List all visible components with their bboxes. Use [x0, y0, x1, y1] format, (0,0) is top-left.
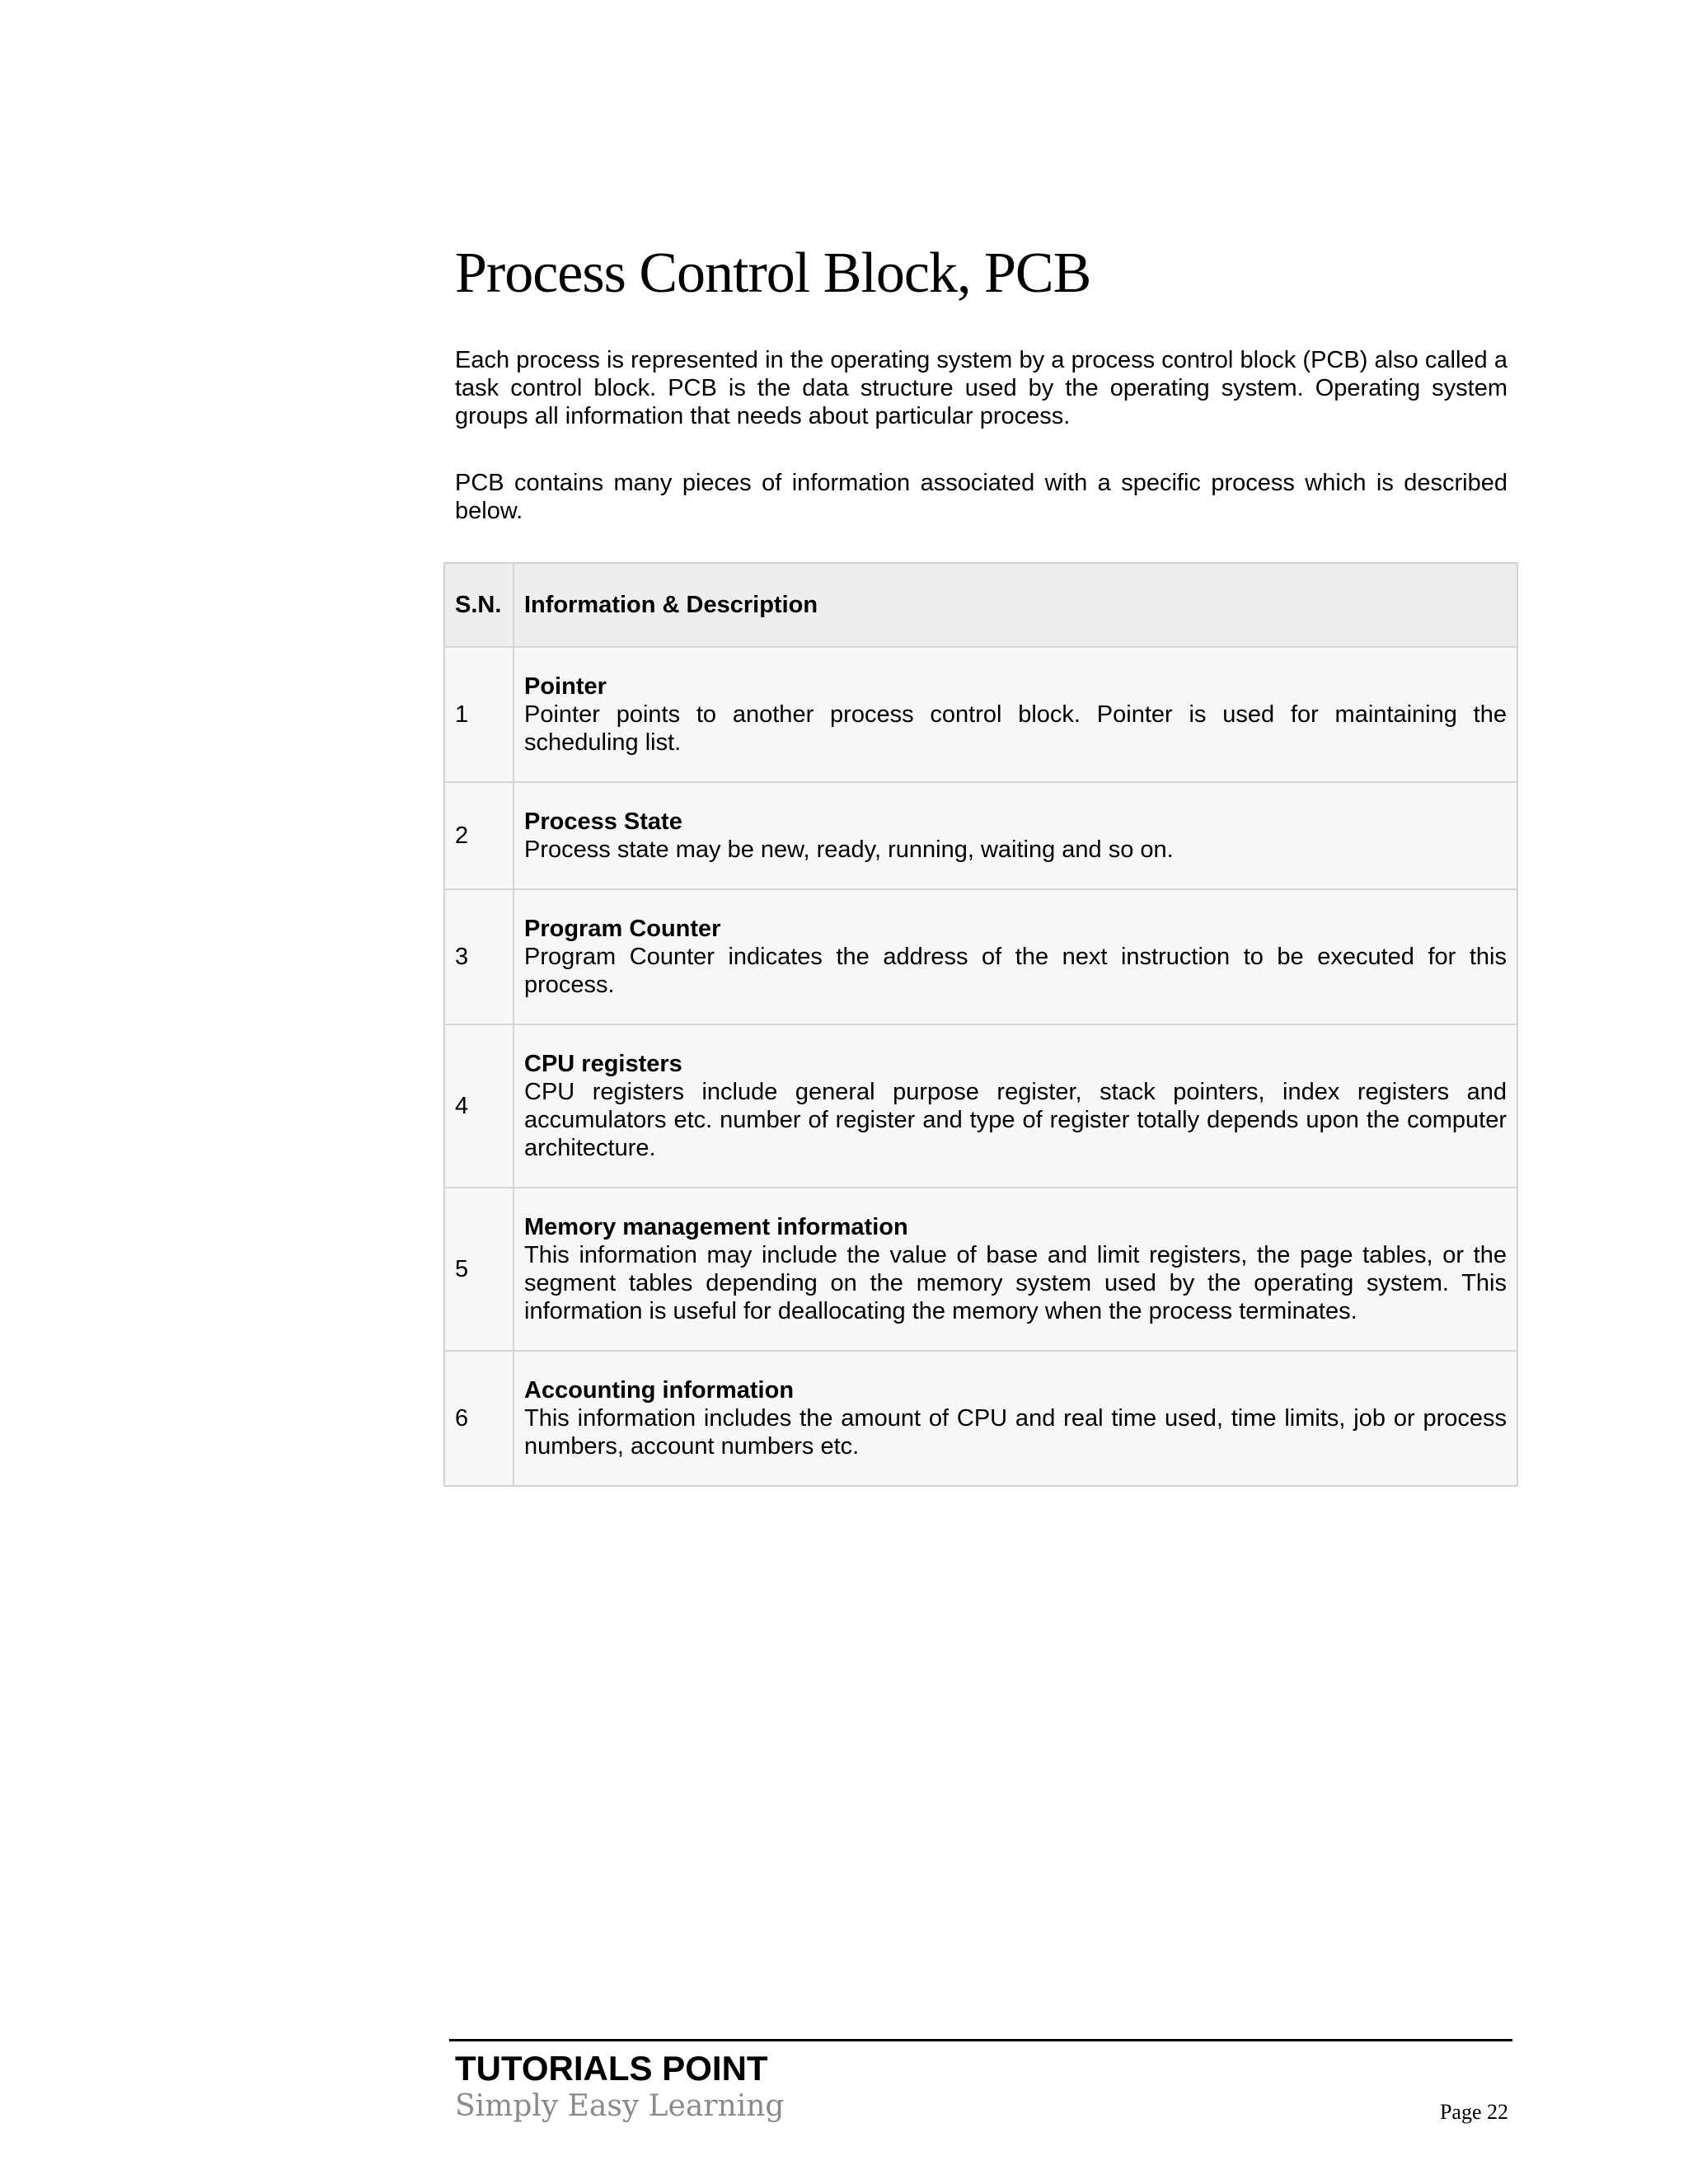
page-title: Process Control Block, PCB: [455, 241, 1091, 305]
row-title: Accounting information: [524, 1377, 795, 1404]
header-sn: S.N.: [444, 563, 513, 647]
header-information-description: Information & Description: [513, 563, 1517, 647]
row-sn: 6: [444, 1351, 513, 1486]
table-row: [444, 889, 1517, 1024]
intro-paragraph: Each process is represented in the operating system by a process control block (PCB) also called a task control block. PCB is the data structure used by the operating system. Operating system groups all information that needs about particular process.: [455, 347, 1507, 429]
row-info: [513, 647, 1517, 782]
row-title: Pointer: [524, 673, 607, 700]
row-info: [513, 1188, 1517, 1351]
row-sn: 3: [444, 889, 513, 1024]
footer-tagline: Simply Easy Learning: [455, 2089, 785, 2123]
footer-divider: [449, 2039, 1512, 2041]
row-description: Program Counter indicates the address of the next instruction to be executed for this process.: [524, 944, 1507, 998]
row-description: This information includes the amount of CPU and real time used, time limits, job or process numbers, account numbers etc.: [524, 1405, 1507, 1460]
row-sn: 2: [444, 782, 513, 889]
pcb-contents-paragraph: PCB contains many pieces of information associated with a specific process which is described below.: [455, 470, 1507, 524]
row-description: CPU registers include general purpose register, stack pointers, index registers and accumulators etc. number of register and type of register totally depends upon the computer architecture.: [524, 1079, 1507, 1161]
table-row: [444, 647, 1517, 782]
row-title: Memory management information: [524, 1214, 908, 1240]
table-row: [444, 782, 1517, 889]
row-description: This information may include the value of base and limit registers, the page tables, or the segment tables depending on the memory system used by the operating system. This information is useful for deallocating the memory when the process terminates.: [524, 1242, 1507, 1324]
row-title: Program Counter: [524, 916, 721, 942]
row-title: CPU registers: [524, 1051, 682, 1077]
table-header-row: [444, 563, 1517, 647]
page-number: Page 22: [1439, 2100, 1508, 2124]
row-info: [513, 782, 1517, 889]
row-sn: 4: [444, 1024, 513, 1188]
row-info: [513, 889, 1517, 1024]
row-title: Process State: [524, 808, 682, 835]
row-sn: 5: [444, 1188, 513, 1351]
table-row: [444, 1024, 1517, 1188]
table-row: [444, 1188, 1517, 1351]
table-row: [444, 1351, 1517, 1486]
row-description: Pointer points to another process control block. Pointer is used for maintaining the scheduling list.: [524, 701, 1507, 756]
row-sn: 1: [444, 647, 513, 782]
row-description: Process state may be new, ready, running, waiting and so on.: [524, 837, 1174, 863]
row-info: [513, 1024, 1517, 1188]
pcb-table: [443, 562, 1518, 1487]
footer-brand: TUTORIALS POINT: [455, 2049, 768, 2088]
row-info: [513, 1351, 1517, 1486]
